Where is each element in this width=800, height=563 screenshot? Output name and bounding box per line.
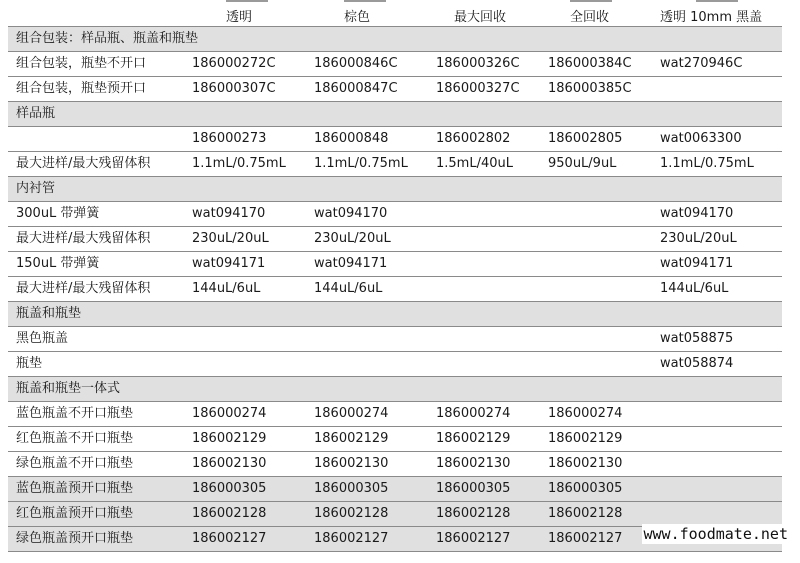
row-label: 红色瓶盖不开口瓶垫 [16,431,134,446]
row-label: 绿色瓶盖不开口瓶垫 [16,456,134,471]
row-label: 组合包装，瓶垫预开口 [16,81,147,96]
column-header-max-recovery: 最大回收 [454,10,507,25]
header-bar [344,0,386,2]
table-row [8,427,782,452]
table-cell: wat270946C [660,56,743,71]
row-label: 黑色瓶盖 [16,331,69,346]
header-bar [226,0,268,2]
table-row [8,352,782,377]
table-cell: wat094171 [314,256,388,271]
watermark: www.foodmate.net [643,525,788,543]
table-row [8,77,782,102]
column-header-clear-10mm-black-cap: 透明 10mm 黑盖 [660,10,763,25]
table-cell: 230uL/20uL [314,231,391,246]
table-cell: 186000384C [548,56,632,71]
table-cell: 186000274 [548,406,623,421]
table-cell: 186002129 [192,431,267,446]
table-cell: 1.1mL/0.75mL [192,156,286,171]
table-header [8,0,782,26]
row-label: 最大进样/最大残留体积 [16,281,151,296]
table-cell: 186000846C [314,56,398,71]
table-cell: 186000307C [192,81,276,96]
table-cell: 144uL/6uL [660,281,729,296]
row-label: 150uL 带弹簧 [16,256,100,271]
table-cell: 186000274 [314,406,389,421]
table-cell: 186000305 [314,481,389,496]
product-table [8,26,782,552]
row-label: 红色瓶盖预开口瓶垫 [16,506,134,521]
table-cell: 1.1mL/0.75mL [314,156,408,171]
row-label: 瓶垫 [16,356,43,371]
section-title: 内衬管 [16,181,56,196]
table-cell: 230uL/20uL [660,231,737,246]
table-row [8,277,782,302]
row-label: 蓝色瓶盖不开口瓶垫 [16,406,134,421]
table-cell: 144uL/6uL [314,281,383,296]
table-cell: 186002128 [314,506,389,521]
row-label: 最大进样/最大残留体积 [16,231,151,246]
header-bar [696,0,738,2]
section-header-row [8,302,782,327]
row-label: 绿色瓶盖预开口瓶垫 [16,531,134,546]
header-bar [570,0,612,2]
table-cell: 186002130 [192,456,267,471]
table-cell: wat0063300 [660,131,742,146]
table-row [8,477,782,502]
table-cell: wat094171 [192,256,266,271]
table-cell: wat094170 [192,206,266,221]
section-header-row [8,377,782,402]
row-label: 最大进样/最大残留体积 [16,156,151,171]
table-cell: 186000274 [192,406,267,421]
section-header-row [8,27,782,52]
table-cell: 186002128 [436,506,511,521]
column-header-total-recovery: 全回收 [570,10,610,25]
table-cell: 186002130 [314,456,389,471]
table-cell: 1.1mL/0.75mL [660,156,754,171]
table-cell: 186000326C [436,56,520,71]
section-header-row [8,102,782,127]
table-cell: 186000273 [192,131,267,146]
table-cell: 186000327C [436,81,520,96]
table-row [8,52,782,77]
table-cell: 186000274 [436,406,511,421]
row-label: 300uL 带弹簧 [16,206,100,221]
row-label: 蓝色瓶盖预开口瓶垫 [16,481,134,496]
table-cell: 186002129 [548,431,623,446]
table-row [8,202,782,227]
table-cell: wat094171 [660,256,734,271]
table-cell: 186002129 [314,431,389,446]
table-cell: 950uL/9uL [548,156,617,171]
table-row [8,402,782,427]
table-cell: 186002127 [314,531,389,546]
table-row [8,127,782,152]
table-cell: 186000847C [314,81,398,96]
column-header-clear: 透明 [226,10,253,25]
table-cell: 144uL/6uL [192,281,261,296]
table-cell: 186002128 [548,506,623,521]
row-label: 组合包装，瓶垫不开口 [16,56,147,71]
table-cell: 186002805 [548,131,623,146]
table-cell: 1.5mL/40uL [436,156,513,171]
table-cell: 186002129 [436,431,511,446]
table-cell: wat058874 [660,356,734,371]
table-cell: 186002802 [436,131,511,146]
table-row [8,452,782,477]
table-cell: 186000848 [314,131,389,146]
section-title: 瓶盖和瓶垫一体式 [16,381,121,396]
section-title: 样品瓶 [16,106,56,121]
table-cell: 186002130 [548,456,623,471]
table-cell: 186002127 [548,531,623,546]
table-cell: 186000305 [192,481,267,496]
table-cell: wat058875 [660,331,734,346]
column-header-amber: 棕色 [344,10,371,25]
table-row [8,227,782,252]
table-cell: 186002128 [192,506,267,521]
table-cell: wat094170 [660,206,734,221]
table-row [8,252,782,277]
table-cell: 230uL/20uL [192,231,269,246]
section-title: 瓶盖和瓶垫 [16,306,82,321]
table-cell: 186000385C [548,81,632,96]
table-cell: 186000305 [548,481,623,496]
table-cell: wat094170 [314,206,388,221]
section-title: 组合包装：样品瓶、瓶盖和瓶垫 [16,31,199,46]
table-cell: 186002127 [436,531,511,546]
section-header-row [8,177,782,202]
table-cell: 186000305 [436,481,511,496]
table-cell: 186002127 [192,531,267,546]
table-row [8,327,782,352]
table-cell: 186000272C [192,56,276,71]
table-row [8,152,782,177]
table-cell: 186002130 [436,456,511,471]
